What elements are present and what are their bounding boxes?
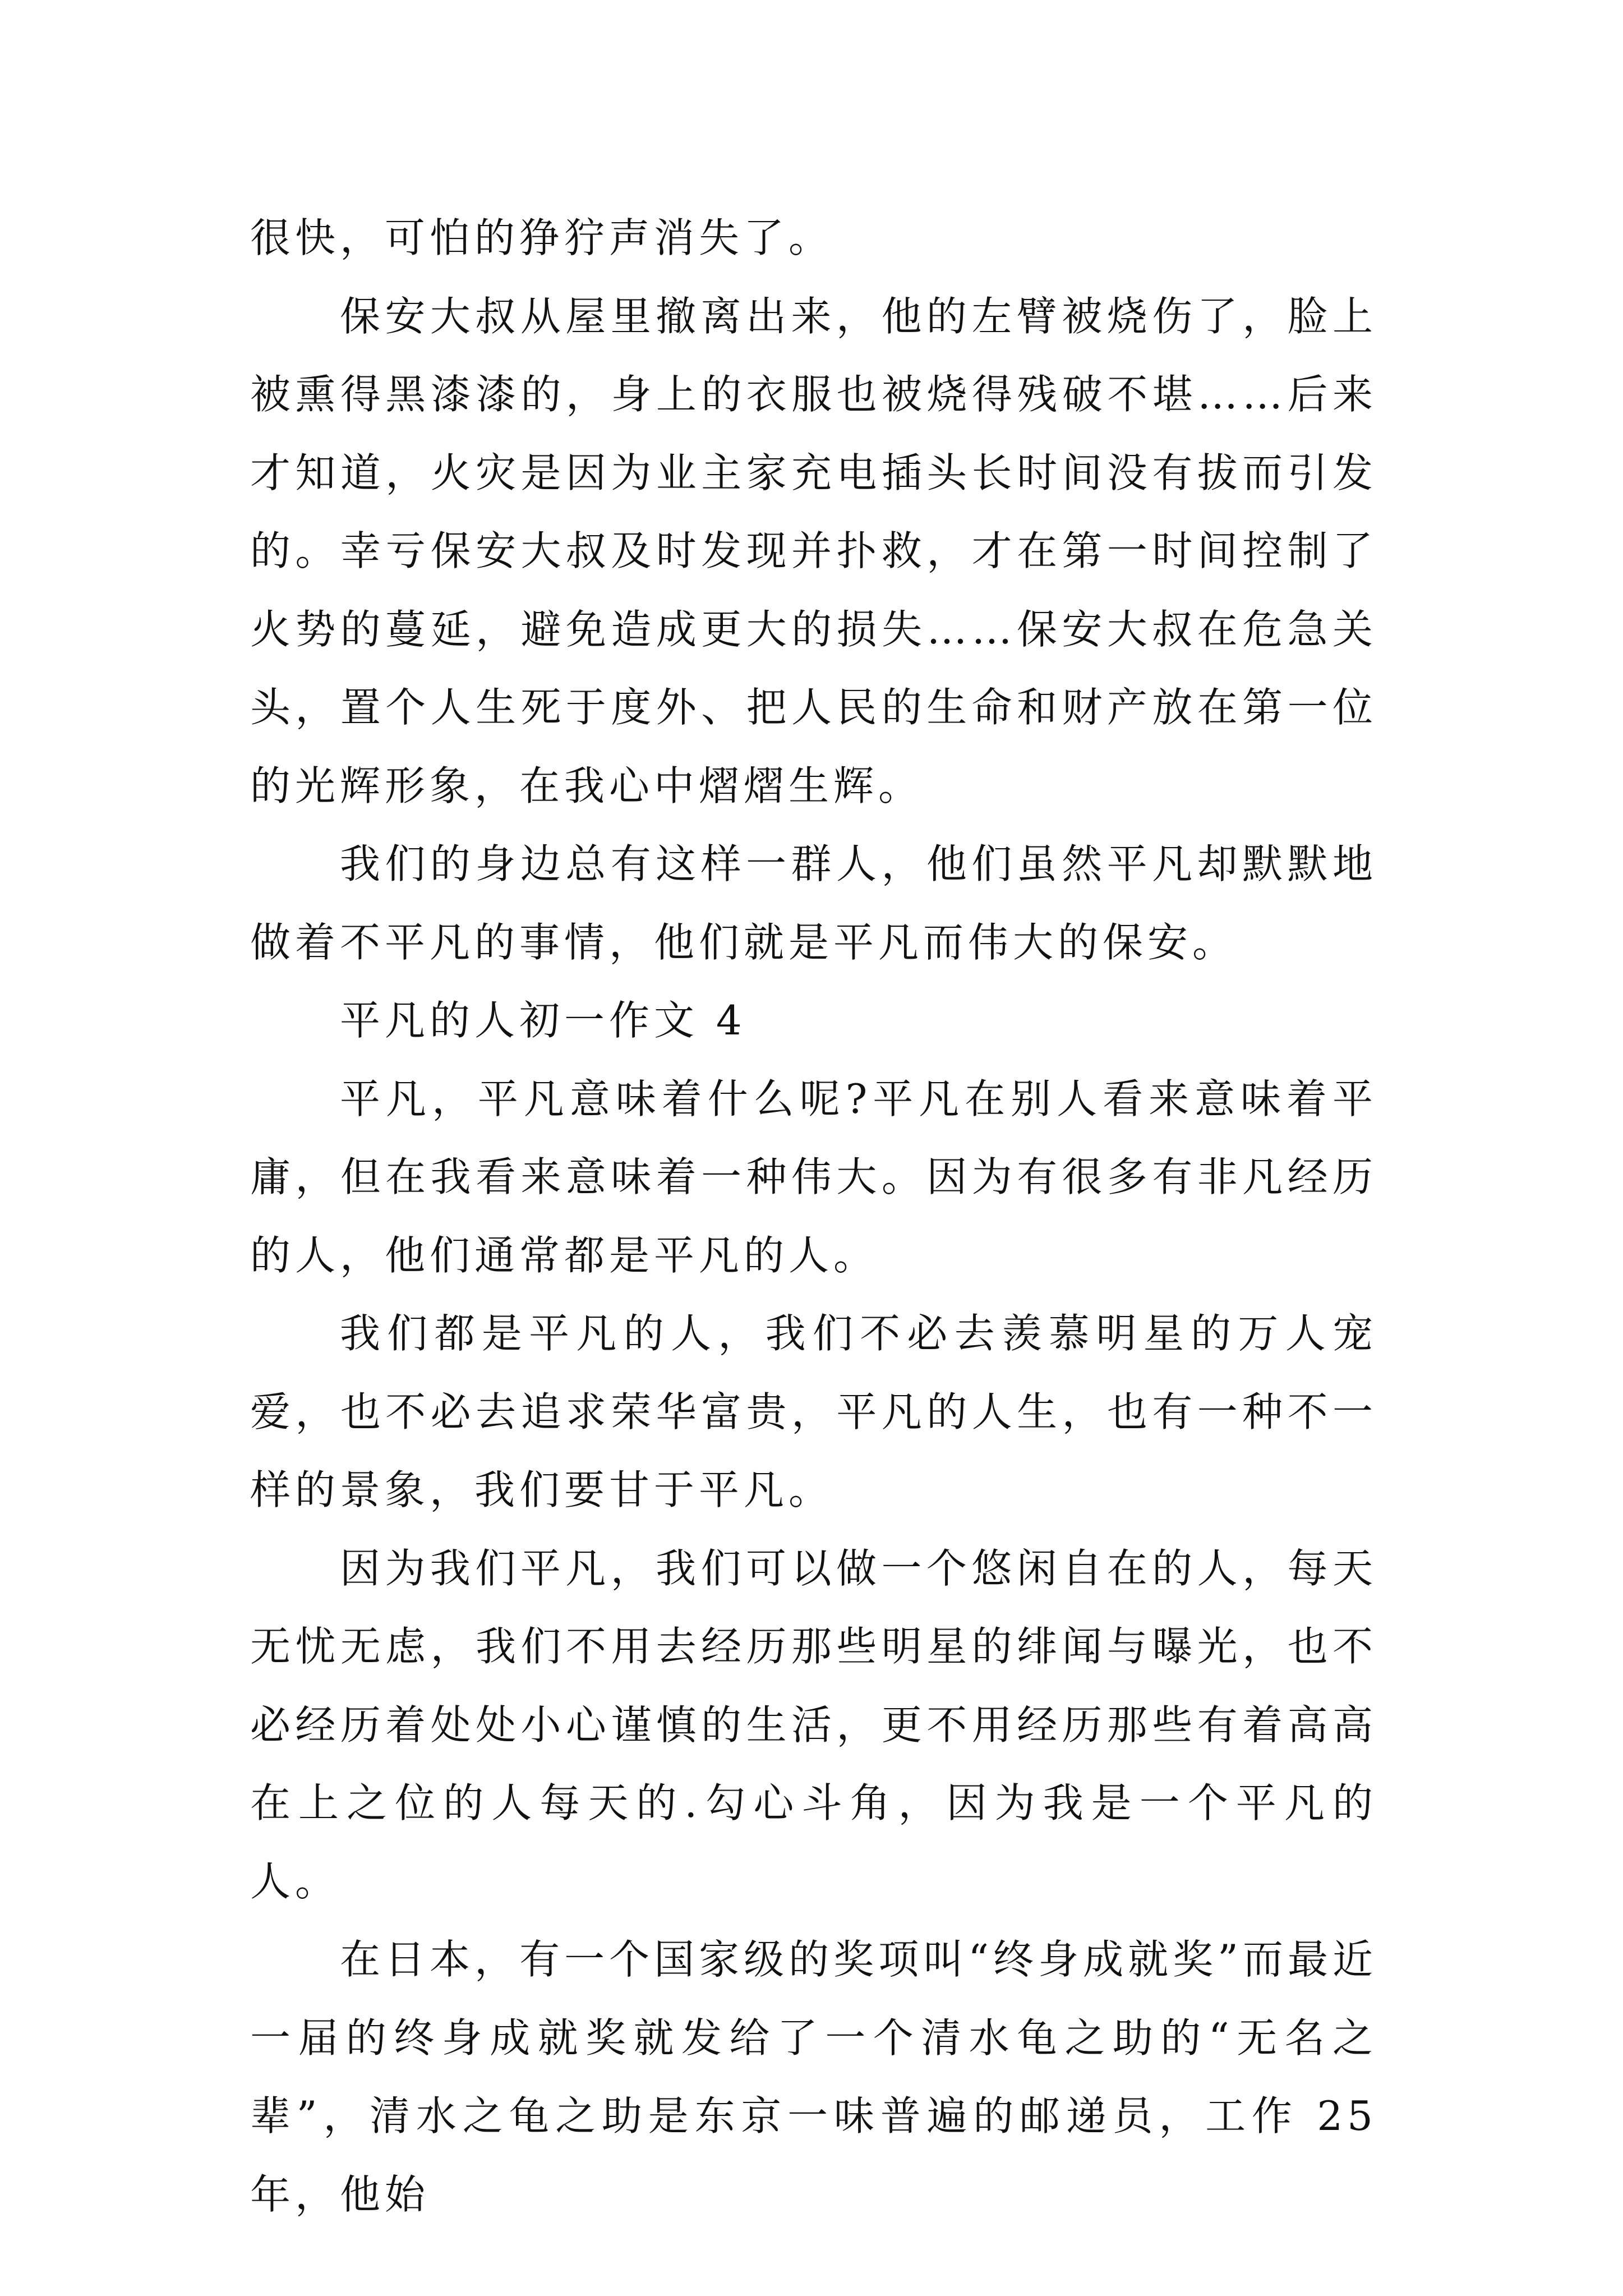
paragraph-5: 我们都是平凡的人，我们不必去羡慕明星的万人宠爱，也不必去追求荣华富贵，平凡的人生，也有一种不一样的景象，我们要甘于平凡。 xyxy=(250,1310,1377,1513)
paragraph-1: 很快，可怕的狰狞声消失了。 xyxy=(250,214,834,261)
paragraph-6: 因为我们平凡，我们可以做一个悠闲自在的人，每天无忧无虑，我们不用去经历那些明星的绯闻与曝光，也不必经历着处处小心谨慎的生活，更不用经历那些有着高高在上之位的人每天的.勾心斗角，因为我是一个平凡的人。 xyxy=(250,1544,1377,1905)
paragraph-3: 我们的身边总有这样一群人，他们虽然平凡却默默地做着不平凡的事情，他们就是平凡而伟大的保安。 xyxy=(250,840,1377,966)
paragraph-7: 在日本，有一个国家级的奖项叫“终身成就奖”而最近一届的终身成就奖就发给了一个清水龟之助的“无名之辈”，清水之龟之助是东京一味普遍的邮递员，工作 25 年，他始 xyxy=(250,1936,1377,2218)
paragraph-2: 保安大叔从屋里撤离出来，他的左臂被烧伤了，脸上被熏得黑漆漆的，身上的衣服也被烧得残破不堪……后来才知道，火灾是因为业主家充电插头长时间没有拔而引发的。幸亏保安大叔及时发现并扑救，才在第一时间控制了火势的蔓延，避免造成更大的损失……保安大叔在危急关头，置个人生死于度外、把人民的生命和财产放在第一位的光辉形象，在我心中熠熠生辉。 xyxy=(250,292,1377,809)
document-body xyxy=(250,199,1377,2234)
section-heading: 平凡的人初一作文 4 xyxy=(340,997,746,1044)
paragraph-4: 平凡，平凡意味着什么呢?平凡在别人看来意味着平庸，但在我看来意味着一种伟大。因为有很多有非凡经历的人，他们通常都是平凡的人。 xyxy=(250,1075,1377,1279)
